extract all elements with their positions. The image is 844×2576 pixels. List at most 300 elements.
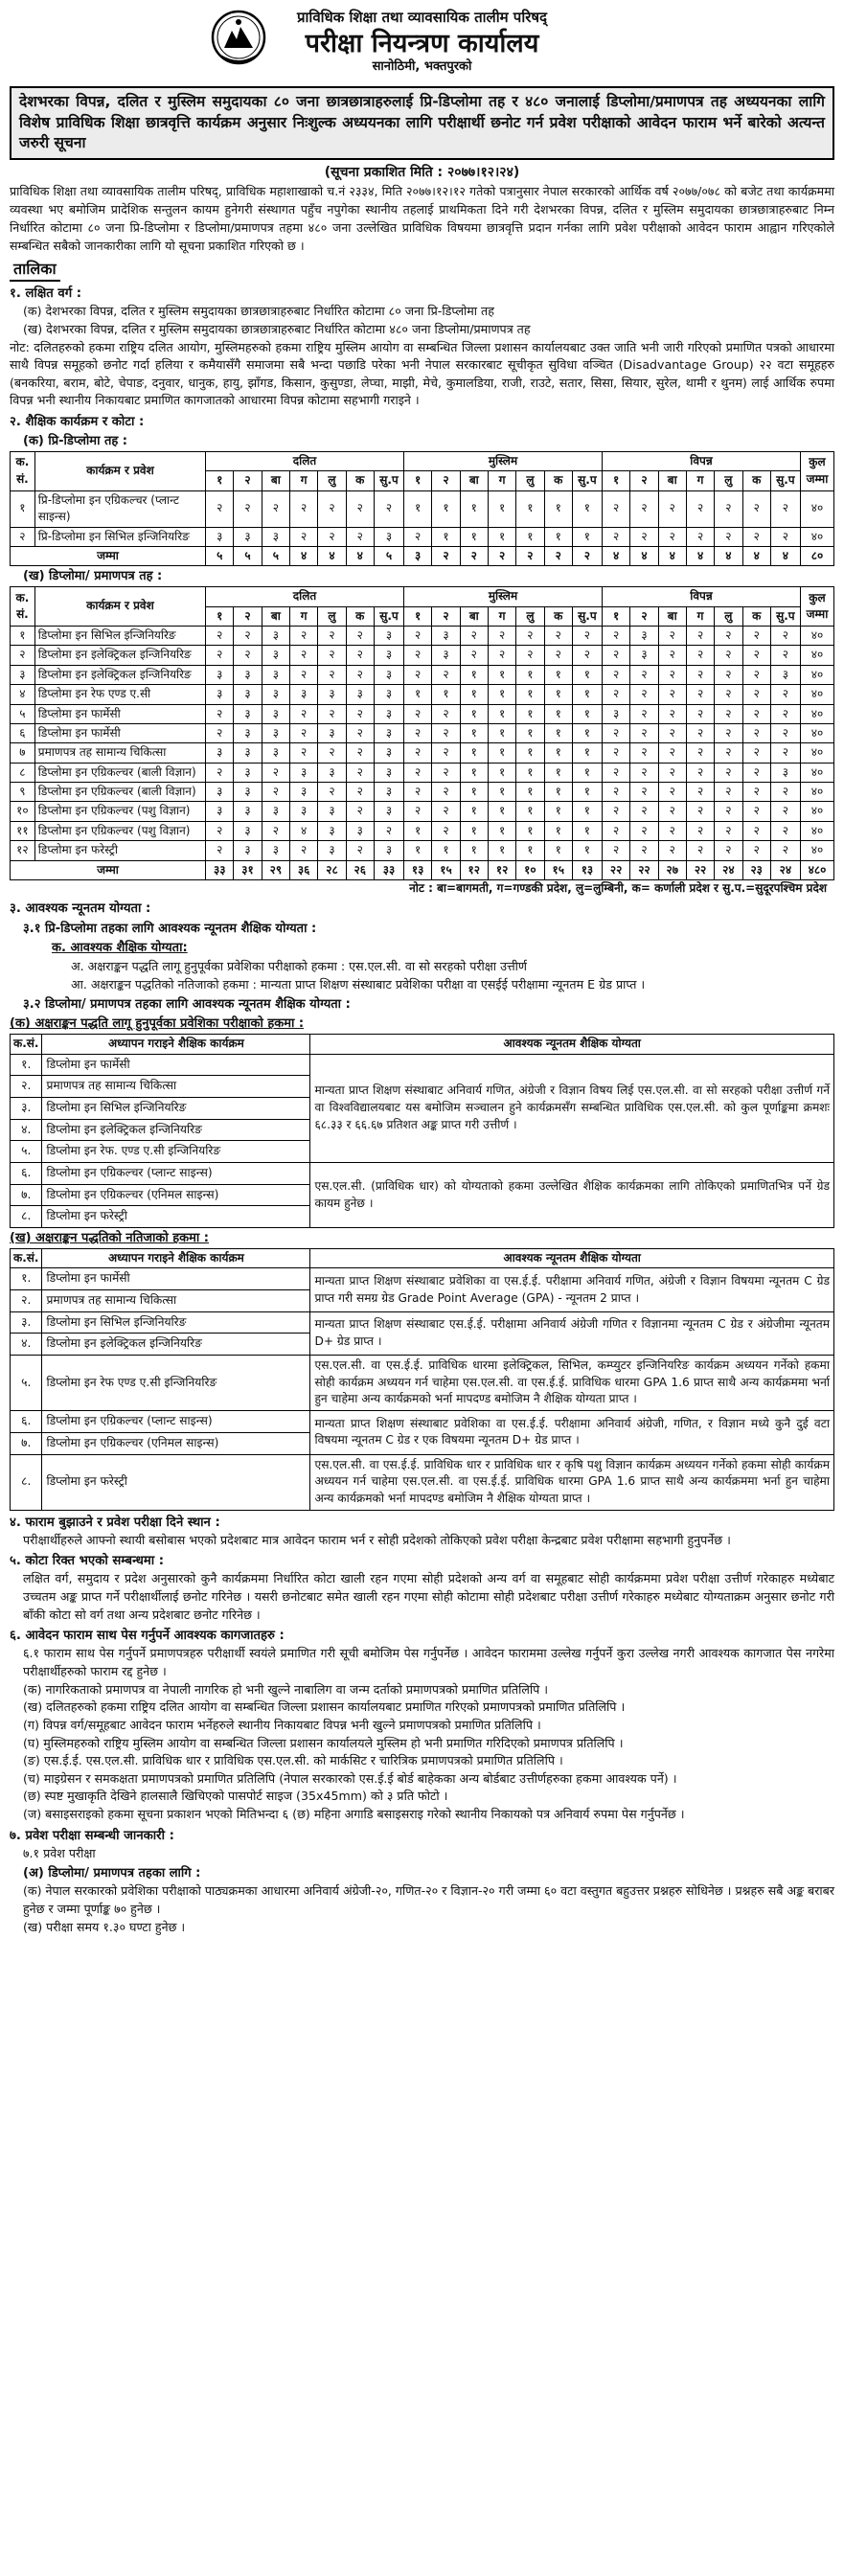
quota-cell: २ <box>742 783 770 802</box>
quota-cell: १ <box>404 490 432 527</box>
quota-cell: २ <box>658 783 686 802</box>
quota-cell: २ <box>572 626 602 645</box>
total-cell: २२ <box>630 860 658 879</box>
quota-cell: २ <box>630 704 658 723</box>
quota-cell: १ <box>516 723 544 742</box>
quota-cell: २ <box>404 723 432 742</box>
th-province: क <box>346 606 374 626</box>
quota-cell: २ <box>742 763 770 782</box>
row-sn: ४. <box>11 1334 42 1356</box>
quota-cell: २ <box>404 527 432 546</box>
row-program: डिप्लोमा इन सिभिल इन्जिनियरिङ <box>42 1311 310 1334</box>
table-row <box>11 646 834 665</box>
quota-cell: १ <box>460 743 488 763</box>
quota-cell: २ <box>742 723 770 742</box>
quota-cell: २ <box>658 841 686 860</box>
quota-cell: २ <box>318 646 346 665</box>
row-sn: ८. <box>11 1454 42 1510</box>
table-row <box>11 665 834 684</box>
total-cell: २ <box>516 546 544 565</box>
row-sn: ८. <box>11 1206 42 1228</box>
quota-cell: २ <box>630 685 658 704</box>
quota-cell: २ <box>290 527 318 546</box>
quota-cell: २ <box>290 490 318 527</box>
row-program: डिप्लोमा इन एग्रिकल्चर (पशु विज्ञान) <box>34 821 205 840</box>
section-heading: तालिका <box>10 258 60 282</box>
row-sn: ७ <box>11 743 35 763</box>
total-cell: ४ <box>602 546 629 565</box>
th-province: लु <box>715 471 742 490</box>
quota-cell: १ <box>572 527 602 546</box>
quota-cell: २ <box>686 802 714 821</box>
list-item: ६.१ फाराम साथ पेस गर्नुपर्ने प्रमाणपत्रहरु परीक्षार्थी स्वयंले प्रमाणित गरी सूची बमोजिम पेस गर्नुपर्नेछ । आवेदन फाराममा उल्लेख गर्नुपर्ने कुरा उल्लेख नगरी आवश्यक कागजात पेस नगरेमा परीक्षार्थीहरुको फाराम रद्द हुनेछ । <box>23 1646 834 1679</box>
total-cell: २२ <box>686 860 714 879</box>
quota-cell: २ <box>770 704 800 723</box>
quota-cell: २ <box>715 704 742 723</box>
quota-cell: १ <box>572 802 602 821</box>
s2-ka-title: (क) प्रि-डिप्लोमा तह : <box>23 434 127 449</box>
row-total: ४० <box>800 626 833 645</box>
quota-cell: ३ <box>262 626 289 645</box>
intro-paragraph: प्राविधिक शिक्षा तथा व्यावसायिक तालीम परिषद्, प्राविधिक महाशाखाको च.नं २३३४, मिति २०७७।१२।१२ गतेको पत्रानुसार नेपाल सरकारको आर्थिक वर्ष २०७७/०७८ को बजेट तथा कार्यक्रममा व्यवस्था भए बमोजिम प्रादेशिक सन्तुलन कायम हुनेगरी संस्थागत पहुँच नपुगेका स्थानीय तहलाई प्राथमिकता दिने गरी देशभरका विपन्न, दलित र मुस्लिम समुदायका छात्रछात्राहरुबाट निम्न निर्धारित कोटामा ८० जना प्रि-डिप्लोमा र डिप्लोमा/प्रमाणपत्र तहमा ४८० जना उल्लेखित प्राविधिक विषयमा छात्रवृत्ति प्रदान गर्नका लागि प्रवेश परीक्षाको आवेदन फाराम आह्वान गरिएकोले सम्बन्धित सबैको जानकारीका लागि यो सूचना प्रकाशित गरिएको छ । <box>10 184 834 254</box>
table-row <box>11 1356 834 1411</box>
quota-cell: २ <box>404 665 432 684</box>
row-sn: १ <box>11 490 35 527</box>
th-province: लु <box>318 606 346 626</box>
th-province: ग <box>488 471 515 490</box>
quota-cell: २ <box>742 743 770 763</box>
quota-cell: १ <box>544 763 572 782</box>
quota-cell: १ <box>460 802 488 821</box>
row-total: ४० <box>800 783 833 802</box>
quota-cell: १ <box>488 723 515 742</box>
row-sn: ६. <box>11 1163 42 1185</box>
th-program: कार्यक्रम र प्रवेश <box>34 451 205 490</box>
quota-cell: ३ <box>234 723 262 742</box>
th-province: सु.प <box>374 471 403 490</box>
row-program: डिप्लोमा इन फार्मेसी <box>34 723 205 742</box>
th-province: लु <box>516 606 544 626</box>
th-province: सु.प <box>770 471 800 490</box>
row-sn: ५. <box>11 1141 42 1163</box>
quota-cell: १ <box>516 821 544 840</box>
s5-body: लक्षित वर्ग, समुदाय र प्रदेश अनुसारको कुनै कार्यक्रममा निर्धारित कोटा खाली रहन गएमा सोही प्रदेशको अन्य वर्ग वा समूहबाट सोही कार्यक्रममा प्रवेश परीक्षा उत्तीर्ण गरेकाहरु मध्येबाट उच्चतम अङ्क प्राप्त गर्ने परीक्षार्थीलाई छनोट गरिनेछ । यसरी छनोटबाट समेत खाली रहन गएमा सोही कोटामा सोही प्रदेशबाट परीक्षा उत्तीर्ण गरेकाहरु मध्येबाट योग्यताक्रम अनुसार छनोट गरी बाँकी कोटा सो वर्ग तथा अन्य प्रदेशबाट छनोट गरिनेछ । <box>23 1571 834 1622</box>
quota-cell: २ <box>346 802 374 821</box>
th-province: २ <box>630 471 658 490</box>
quota-cell: २ <box>630 841 658 860</box>
s5-title: ५. कोटा रिक्त भएको सम्बन्धमा : <box>10 1554 164 1569</box>
quota-cell: १ <box>488 821 515 840</box>
quota-cell: २ <box>488 626 515 645</box>
s31-aa: आ. अक्षराङ्कन पद्धतिको नतिजाको हकमा : मान्यता प्राप्त शिक्षण संस्थाबाट प्रवेशिका परीक्षा वा एसईई परीक्षामा न्यूनतम E ग्रेड प्राप्त । <box>71 976 646 992</box>
table-row <box>11 1311 834 1334</box>
th-province: बा <box>658 606 686 626</box>
quota-cell: १ <box>516 704 544 723</box>
total-cell: ५ <box>234 546 262 565</box>
quota-cell: १ <box>460 841 488 860</box>
quota-cell: २ <box>432 821 460 840</box>
quota-cell: १ <box>460 704 488 723</box>
quota-cell: २ <box>346 723 374 742</box>
quota-cell: ३ <box>262 527 289 546</box>
s7-ka: (क) नेपाल सरकारको प्रवेशिका परीक्षाको पाठ्यक्रमका आधारमा अनिवार्य अंग्रेजी-२०, गणित-२० र विज्ञान-२० गरी जम्मा ६० वटा वस्तुगत बहुउत्तर प्रश्नहरु सोधिनेछ । प्रश्नहरु सबै अङ्क बराबर हुनेछ र जम्मा पूर्णाङ्क ७० हुनेछ । <box>23 1883 834 1916</box>
quota-cell: २ <box>715 841 742 860</box>
quota-cell: २ <box>630 723 658 742</box>
quota-cell: २ <box>432 665 460 684</box>
quota-cell: १ <box>404 821 432 840</box>
table-row <box>11 783 834 802</box>
quota-cell: २ <box>432 704 460 723</box>
row-program: डिप्लोमा इन रेफ एण्ड ए.सी इन्जिनियरिङ <box>42 1356 310 1411</box>
list-item: (ङ) एस.ई.ई. एस.एल.सी. प्राविधिक धार र प्राविधिक एस.एल.सी. को मार्कसिट र चारित्रिक प्रमाणपत्रको प्रमाणित प्रतिलिपि । <box>23 1753 563 1768</box>
total-cell: २ <box>488 546 515 565</box>
total-cell: ५ <box>262 546 289 565</box>
row-sn: ४. <box>11 1119 42 1141</box>
quota-cell: २ <box>290 743 318 763</box>
quota-cell: २ <box>262 490 289 527</box>
s31-a: अ. अक्षराङ्कन पद्धति लागू हुनुपूर्वका प्रवेशिका परीक्षाको हकमा : एस.एल.सी. वा सो सरहको परीक्षा उत्तीर्ण <box>71 959 528 974</box>
th-province: १ <box>602 471 629 490</box>
quota-cell: २ <box>742 626 770 645</box>
total-cell: १२ <box>488 860 515 879</box>
quota-cell: २ <box>602 743 629 763</box>
quota-cell: ३ <box>262 665 289 684</box>
row-program: प्रि-डिप्लोमा इन सिभिल इन्जिनियरिङ <box>34 527 205 546</box>
requirement-cell: मान्यता प्राप्त शिक्षण संस्थाबाट अनिवार्य गणित, अंग्रेजी र विज्ञान विषय लिई एस.एल.सी. वा सो सरहको परीक्षा उत्तीर्ण गर्ने वा विश्वविद्यालयबाट यस बमोजिम सञ्चालन हुने कार्यक्रमसँग सम्बन्धित प्राविधिक एस.एल.सी. को कुल पूर्णाङ्कमा क्रमशः ६८.३३ र ६६.६७ प्रतिशत अङ्क प्राप्त गरी उत्तीर्ण । <box>310 1054 834 1162</box>
table-row <box>11 743 834 763</box>
quota-cell: १ <box>572 490 602 527</box>
row-program: प्रमाणपत्र तह सामान्य चिकित्सा <box>42 1290 310 1312</box>
th-sn: क.सं. <box>11 1248 42 1267</box>
th-province: लु <box>318 471 346 490</box>
total-cell: १५ <box>432 860 460 879</box>
quota-cell: ३ <box>206 743 234 763</box>
quota-cell: २ <box>602 763 629 782</box>
quota-cell: २ <box>686 646 714 665</box>
quota-cell: ३ <box>262 723 289 742</box>
quota-cell: १ <box>516 841 544 860</box>
quota-cell: ३ <box>374 841 403 860</box>
total-cell: २ <box>432 546 460 565</box>
quota-cell: १ <box>460 723 488 742</box>
th-province: २ <box>630 606 658 626</box>
quota-cell: २ <box>630 783 658 802</box>
quota-cell: २ <box>770 723 800 742</box>
row-program: डिप्लोमा इन फार्मेसी <box>42 1268 310 1290</box>
requirement-cell: मान्यता प्राप्त शिक्षण संस्थाबाट प्रवेशिका वा एस.ई.ई. परीक्षामा अनिवार्य गणित, अंग्रेजी र विज्ञान विषयमा न्यूनतम C ग्रेड प्राप्त गरी समग्र ग्रेड Grade Point Average (GPA) - न्यूनतम 2 प्राप्त । <box>310 1268 834 1311</box>
total-cell: २३ <box>742 860 770 879</box>
quota-cell: १ <box>572 821 602 840</box>
quota-cell: २ <box>346 626 374 645</box>
quota-cell: ३ <box>290 802 318 821</box>
total-cell: ३६ <box>290 860 318 879</box>
quota-cell: ३ <box>234 665 262 684</box>
total-cell: ४ <box>686 546 714 565</box>
th-province: लु <box>516 471 544 490</box>
quota-cell: २ <box>516 626 544 645</box>
quota-cell: ३ <box>630 626 658 645</box>
list-item: (ग) विपन्न वर्ग/समूहबाट आवेदन फाराम भर्नेहरुले स्थानीय निकायबाट विपन्न भनी खुल्ने प्रमाणपत्रको प्रमाणित प्रतिलिपि । <box>23 1717 541 1732</box>
quota-cell: १ <box>544 490 572 527</box>
row-sn: ७. <box>11 1432 42 1454</box>
row-sn: ६. <box>11 1411 42 1433</box>
quota-cell: २ <box>404 743 432 763</box>
row-total: ४० <box>800 841 833 860</box>
quota-cell: १ <box>544 665 572 684</box>
th-province: २ <box>234 471 262 490</box>
total-cell: ५ <box>206 546 234 565</box>
th-province: क <box>742 471 770 490</box>
quota-cell: २ <box>630 821 658 840</box>
quota-cell: ३ <box>374 704 403 723</box>
row-sn: ३. <box>11 1097 42 1119</box>
quota-cell: २ <box>658 646 686 665</box>
s7-a-title: (अ) डिप्लोमा/ प्रमाणपत्र तहका लागि : <box>23 1865 201 1881</box>
quota-cell: ३ <box>318 723 346 742</box>
quota-cell: २ <box>715 743 742 763</box>
th-group-dalit: दलित <box>206 451 404 470</box>
quota-cell: २ <box>715 685 742 704</box>
quota-cell: २ <box>262 821 289 840</box>
quota-cell: २ <box>262 783 289 802</box>
total-cell: २७ <box>658 860 686 879</box>
total-cell: २ <box>572 546 602 565</box>
s1-kha: (ख) देशभरका विपन्न, दलित र मुस्लिम समुदायका छात्रछात्राहरुबाट निर्धारित कोटामा ४८० जना डिप्लोमा/प्रमाणपत्र तह <box>23 321 531 336</box>
table-row <box>11 527 834 546</box>
quota-cell: २ <box>602 783 629 802</box>
quota-cell: २ <box>658 685 686 704</box>
s7-title: ७. प्रवेश परीक्षा सम्बन्धी जानकारी : <box>10 1828 174 1843</box>
table-row <box>11 763 834 782</box>
th-province: बा <box>262 471 289 490</box>
table-row <box>11 841 834 860</box>
quota-cell: २ <box>318 783 346 802</box>
quota-cell: २ <box>742 646 770 665</box>
th-total: कुल जम्मा <box>800 587 833 627</box>
th-province: २ <box>234 606 262 626</box>
quota-cell: २ <box>658 802 686 821</box>
quota-cell: २ <box>602 490 629 527</box>
quota-cell: २ <box>770 646 800 665</box>
quota-cell: ३ <box>374 685 403 704</box>
quota-cell: ३ <box>374 723 403 742</box>
th-program: अध्यापन गराइने शैक्षिक कार्यक्रम <box>42 1248 310 1267</box>
quota-cell: १ <box>488 802 515 821</box>
quota-cell: २ <box>206 646 234 665</box>
quota-cell: १ <box>544 783 572 802</box>
total-cell: २४ <box>770 860 800 879</box>
quota-cell: १ <box>516 685 544 704</box>
th-province: ग <box>488 606 515 626</box>
row-program: डिप्लोमा इन इलेक्ट्रिकल इन्जिनियरिङ <box>42 1119 310 1141</box>
total-cell: ४ <box>770 546 800 565</box>
th-province: बा <box>460 606 488 626</box>
quota-cell: २ <box>460 626 488 645</box>
quota-cell: २ <box>290 704 318 723</box>
quota-cell: २ <box>715 665 742 684</box>
quota-cell: २ <box>686 723 714 742</box>
quota-cell: २ <box>715 802 742 821</box>
th-province: २ <box>432 471 460 490</box>
th-province: सु.प <box>572 471 602 490</box>
th-program: कार्यक्रम र प्रवेश <box>34 587 205 627</box>
quota-cell: ३ <box>234 783 262 802</box>
quota-cell: १ <box>488 704 515 723</box>
quota-cell: ३ <box>262 704 289 723</box>
row-program: डिप्लोमा इन रेफ एण्ड ए.सी <box>34 685 205 704</box>
quota-cell: २ <box>432 723 460 742</box>
quota-cell: २ <box>346 527 374 546</box>
th-province: बा <box>460 471 488 490</box>
th-province: ग <box>290 606 318 626</box>
quota-cell: २ <box>318 704 346 723</box>
quota-cell: ३ <box>318 763 346 782</box>
requirement-cell: एस.एल.सी. (प्राविधिक धार) को योग्यताको हकमा उल्लेखित शैक्षिक कार्यक्रमका लागि तोकिएको प्रमाणितभित्र पर्ने ग्रेड कायम हुनेछ । <box>310 1163 834 1228</box>
s6-list <box>10 1645 834 1823</box>
quota-cell: ३ <box>374 626 403 645</box>
quota-cell: २ <box>206 490 234 527</box>
quota-cell: २ <box>658 626 686 645</box>
office-title: परीक्षा नियन्त्रण कार्यालय <box>305 28 539 58</box>
row-program: डिप्लोमा इन सिभिल इन्जिनियरिङ <box>42 1097 310 1119</box>
th-group-dalit: दलित <box>206 587 404 606</box>
row-sn: ३. <box>11 1311 42 1334</box>
quota-cell: २ <box>770 743 800 763</box>
nepal-emblem-icon <box>211 8 266 67</box>
quota-cell: ३ <box>262 685 289 704</box>
quota-cell: १ <box>516 490 544 527</box>
quota-cell: १ <box>572 841 602 860</box>
quota-cell: २ <box>432 763 460 782</box>
quota-cell: २ <box>374 821 403 840</box>
row-program: डिप्लोमा इन सिभिल इन्जिनियरिङ <box>34 626 205 645</box>
quota-cell: २ <box>742 527 770 546</box>
total-cell: ४ <box>318 546 346 565</box>
th-province: लु <box>715 606 742 626</box>
notice-headline: देशभरका विपन्न, दलित र मुस्लिम समुदायका ८० जना छात्रछात्राहरुलाई प्रि-डिप्लोमा तह र ४८० जनालाई डिप्लोमा/प्रमाणपत्र तह अध्ययनका लागि विशेष प्राविधिक शिक्षा छात्रवृत्ति कार्यक्रम अनुसार निःशुल्क अध्ययनका लागि परीक्षार्थी छनोट गर्न प्रवेश परीक्षाको आवेदन फाराम भर्ने बारेको अत्यन्त जरुरी सूचना <box>10 86 834 160</box>
quota-cell: ३ <box>290 763 318 782</box>
total-cell: ४ <box>715 546 742 565</box>
quota-cell: १ <box>460 527 488 546</box>
table-row <box>11 1268 834 1290</box>
quota-cell: १ <box>516 763 544 782</box>
row-sn: २ <box>11 646 35 665</box>
s31-ka: क. आवश्यक शैक्षिक योग्यता: <box>52 941 188 956</box>
quota-cell: २ <box>432 802 460 821</box>
total-cell: २६ <box>346 860 374 879</box>
quota-cell: ३ <box>206 685 234 704</box>
s31-title: ३.१ प्रि-डिप्लोमा तहका लागि आवश्यक न्यूनतम शैक्षिक योग्यता : <box>23 921 317 936</box>
quota-cell: २ <box>346 646 374 665</box>
office-address: सानोठिमी, भक्तपुरको <box>372 58 472 74</box>
row-total: ४० <box>800 665 833 684</box>
th-sn: क. सं. <box>11 451 35 490</box>
quota-cell: ३ <box>234 821 262 840</box>
table-row <box>11 490 834 527</box>
s4-title: ४. फाराम बुझाउने र प्रवेश परीक्षा दिने स्थान : <box>10 1515 220 1530</box>
row-sn: ११ <box>11 821 35 840</box>
quota-cell: १ <box>544 841 572 860</box>
quota-cell: ३ <box>234 527 262 546</box>
row-sn: २. <box>11 1076 42 1098</box>
table-row <box>11 626 834 645</box>
quota-cell: ३ <box>262 743 289 763</box>
quota-cell: २ <box>770 821 800 840</box>
row-sn: १२ <box>11 841 35 860</box>
quota-cell: २ <box>658 821 686 840</box>
quota-cell: २ <box>206 841 234 860</box>
requirement-cell: मान्यता प्राप्त शिक्षण संस्थाबाट प्रवेशिका वा एस.ई.ई. परीक्षामा अनिवार्य अंग्रेजी, गणित, र विज्ञान मध्ये कुनै दुई वटा विषयमा न्यूनतम C ग्रेड र एक विषयमा न्यूनतम D+ ग्रेड प्राप्त । <box>310 1411 834 1454</box>
total-cell: १५ <box>544 860 572 879</box>
quota-cell: १ <box>488 685 515 704</box>
quota-cell: २ <box>630 743 658 763</box>
th-program: अध्यापन गराइने शैक्षिक कार्यक्रम <box>42 1035 310 1054</box>
quota-cell: २ <box>686 626 714 645</box>
th-province: ग <box>686 471 714 490</box>
th-total: कुल जम्मा <box>800 451 833 490</box>
quota-cell: २ <box>516 646 544 665</box>
quota-cell: १ <box>572 763 602 782</box>
quota-cell: २ <box>234 490 262 527</box>
row-total: ४० <box>800 490 833 527</box>
quota-cell: ३ <box>262 646 289 665</box>
total-cell: ४ <box>742 546 770 565</box>
th-province: १ <box>206 471 234 490</box>
qualification-table-ka <box>10 1034 834 1228</box>
s1-title: १. लक्षित वर्ग : <box>10 286 81 302</box>
quota-cell: २ <box>318 743 346 763</box>
quota-cell: १ <box>460 783 488 802</box>
quota-cell: २ <box>630 665 658 684</box>
quota-cell: ३ <box>374 763 403 782</box>
row-program: डिप्लोमा इन इलेक्ट्रिकल इन्जिनियरिङ <box>34 665 205 684</box>
quota-cell: २ <box>234 626 262 645</box>
total-label: जम्मा <box>11 546 206 565</box>
row-program: डिप्लोमा इन एग्रिकल्चर (प्लान्ट साइन्स) <box>42 1163 310 1185</box>
table-row <box>11 685 834 704</box>
quota-cell: २ <box>686 665 714 684</box>
quota-cell: २ <box>742 490 770 527</box>
publish-date: (सूचना प्रकाशित मिति : २०७७।१२।२४) <box>324 165 520 181</box>
quota-cell: १ <box>432 841 460 860</box>
row-sn: ६ <box>11 723 35 742</box>
quota-cell: २ <box>234 646 262 665</box>
quota-cell: २ <box>602 626 629 645</box>
table-row <box>11 802 834 821</box>
quota-cell: २ <box>602 685 629 704</box>
row-total: ४० <box>800 704 833 723</box>
quota-cell: १ <box>488 743 515 763</box>
list-item: (ख) दलितहरुको हकमा राष्ट्रिय दलित आयोग वा सम्बन्धित जिल्ला प्रशासन कार्यालयबाट प्रमाणित गरिएको प्रमाणपत्रको प्रमाणित प्रतिलिपि । <box>23 1699 626 1715</box>
total-cell: १२ <box>460 860 488 879</box>
row-total: ४० <box>800 646 833 665</box>
quota-cell: १ <box>516 802 544 821</box>
total-cell: ३ <box>404 546 432 565</box>
list-item: (छ) स्पष्ट मुखाकृति देखिने हालसालै खिचिएको पासपोर्ट साइज (35x45mm) को ३ प्रति फोटो । <box>23 1789 448 1804</box>
quota-cell: २ <box>715 763 742 782</box>
th-sn: क. सं. <box>11 587 35 627</box>
table-row <box>11 1411 834 1433</box>
total-cell: ४ <box>346 546 374 565</box>
quota-cell: २ <box>432 743 460 763</box>
row-program: डिप्लोमा इन इलेक्ट्रिकल इन्जिनियरिङ <box>34 646 205 665</box>
quota-cell: ३ <box>234 704 262 723</box>
row-sn: १. <box>11 1054 42 1076</box>
th-province: सु.प <box>572 606 602 626</box>
total-cell: ४ <box>630 546 658 565</box>
row-total: ४० <box>800 763 833 782</box>
quota-cell: २ <box>346 783 374 802</box>
